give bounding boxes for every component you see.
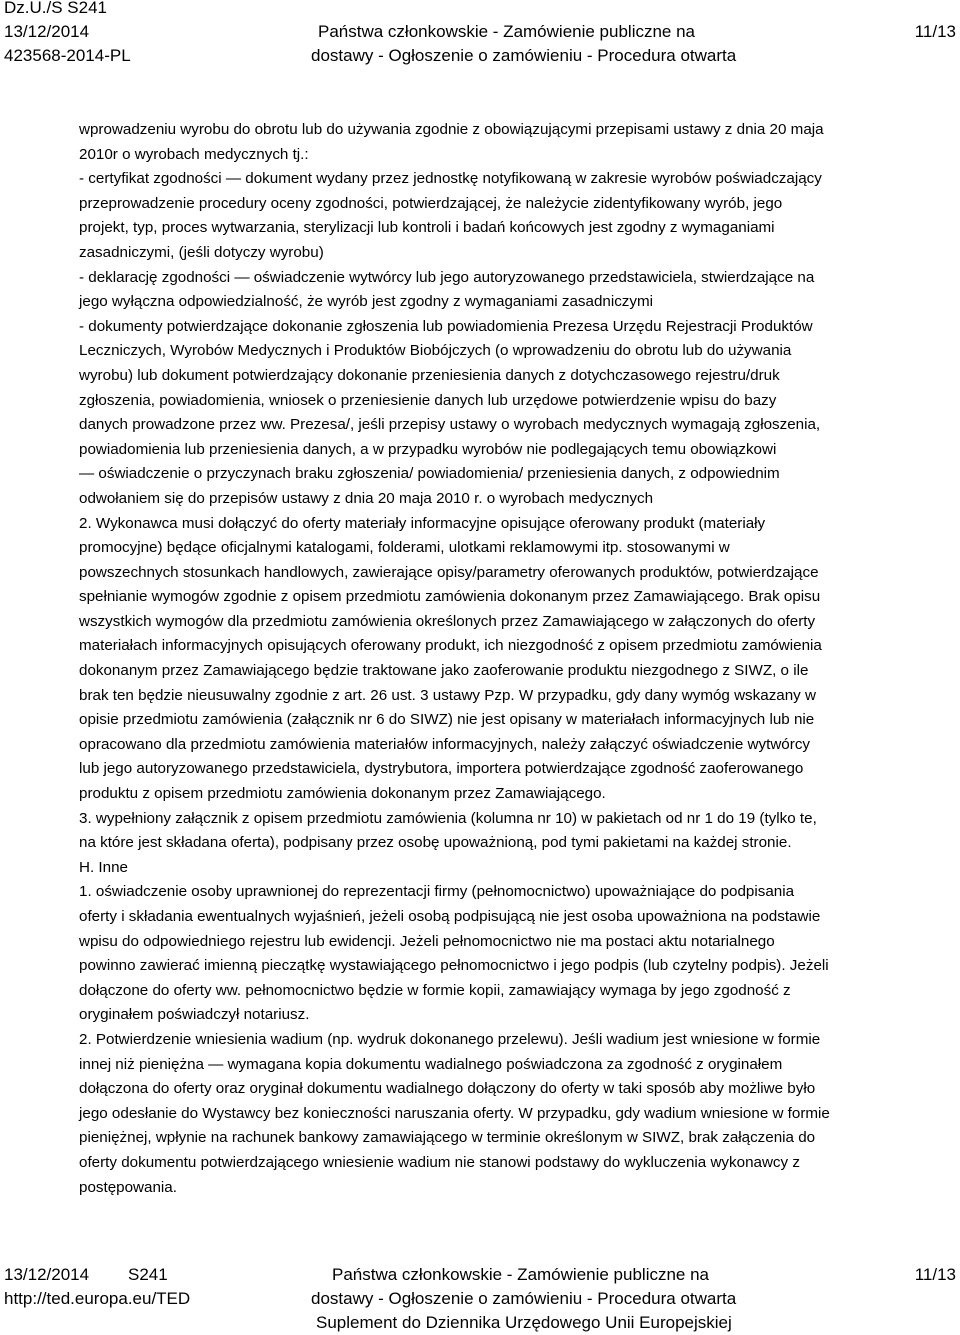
body-line: promocyjne) będące oficjalnymi katalogami, folderami, ulotkami reklamowymi itp. stosowanymi w <box>79 539 730 557</box>
body-line: postępowania. <box>79 1178 177 1196</box>
body-line: dokonanym przez Zamawiającego będzie traktowane jako zaoferowanie produktu niezgodnego z SIWZ, o ile <box>79 662 809 680</box>
body-line: lub jego autoryzowanego przedstawiciela, dystrybutora, importera potwierdzające zgodność zaoferowanego <box>79 760 804 778</box>
body-line: opisie przedmiotu zamówienia (załącznik nr 6 do SIWZ) nie jest opisany w materiałach informacyjnych lub nie <box>79 711 815 729</box>
body-line: - certyfikat zgodności — dokument wydany przez jednostkę notyfikowaną w zakresie wyrobów poświadczający <box>79 170 822 188</box>
footer-date: 13/12/2014 <box>4 1265 90 1284</box>
footer-title-line1: Państwa członkowskie - Zamówienie publiczne na <box>332 1265 710 1284</box>
body-line: dołączone do oferty ww. pełnomocnictwo będzie w formie kopii, zamawiający wymaga by jego zgodność z <box>79 981 791 999</box>
body-line: przeprowadzenie procedury oceny zgodności, potwierdzającej, że należycie zidentyfikowany wyrób, jego <box>79 194 783 212</box>
body-line: opracowano dla przedmiotu zamówienia materiałów informacyjnych, należy załączyć oświadczenie wytwórcy <box>79 735 811 753</box>
header-title-line2: dostawy - Ogłoszenie o zamówieniu - Procedura otwarta <box>311 46 737 65</box>
header-doc-id: 423568-2014-PL <box>4 46 131 65</box>
body-line: oryginałem poświadczył notariusz. <box>79 1006 310 1024</box>
body-line: projekt, typ, proces wytwarzania, sterylizacji lub kontroli i badań końcowych jest zgodny z wymaganiami <box>79 219 775 237</box>
body-line: dołączona do oferty oraz oryginał dokumentu wadialnego dołączony do oferty w taki sposób aby możliwe było <box>79 1080 816 1098</box>
body-line: wpisu do odpowiedniego rejestru lub ewidencji. Jeżeli pełnomocnictwo nie ma postaci aktu notarialnego <box>79 932 775 950</box>
body-line: powiadomienia lub przeniesienia danych, a w przypadku wyrobów nie podlegających temu obowiązkowi <box>79 440 777 458</box>
body-line: 1. oświadczenie osoby uprawnionej do reprezentacji firmy (pełnomocnictwo) upoważniające do podpisania <box>79 883 795 901</box>
page-footer <box>0 1262 960 1334</box>
body-line: odwołaniem się do przepisów ustawy z dnia 20 maja 2010 r. o wyrobach medycznych <box>79 489 654 507</box>
body-line: - dokumenty potwierdzające dokonanie zgłoszenia lub powiadomienia Prezesa Urzędu Rejestracji Produktów <box>79 317 813 335</box>
body-line: materiałach informacyjnych opisujących oferowany produkt, ich niezgodność z opisem przedmiotu zamówienia <box>79 637 822 655</box>
body-line: zasadniczymi, (jeśli dotyczy wyrobu) <box>79 243 324 261</box>
body-line: wprowadzeniu wyrobu do obrotu lub do używania zgodnie z obowiązującymi przepisami ustawy z dnia 20 maja <box>79 121 824 138</box>
body-line: Leczniczych, Wyrobów Medycznych i Produktów Biobójczych (o wprowadzeniu do obrotu lub do używania <box>79 342 792 360</box>
body-line: — oświadczenie o przyczynach braku zgłoszenia/ powiadomienia/ przeniesienia danych, z odpowiednim <box>79 465 780 483</box>
footer-series: S241 <box>128 1265 168 1284</box>
header-date: 13/12/2014 <box>4 22 90 41</box>
body-line: 2. Wykonawca musi dołączyć do oferty materiały informacyjne opisujące oferowany produkt (materiały <box>79 514 766 532</box>
body-line: H. Inne <box>79 858 128 876</box>
body-line: 2010r o wyrobach medycznych tj.: <box>79 145 309 163</box>
footer-page-number: 11/13 <box>914 1265 956 1284</box>
body-line: spełnianie wymogów zgodnie z opisem przedmiotu zamówienia dokonanym przez Zamawiającego. Brak opisu <box>79 588 821 606</box>
header-title-line1: Państwa członkowskie - Zamówienie publiczne na <box>318 22 696 41</box>
body-line: - deklarację zgodności — oświadczenie wytwórcy lub jego autoryzowanego przedstawiciela, stwierdzające na <box>79 268 815 286</box>
document-body <box>79 118 945 1200</box>
body-line: na które jest składana oferta), podpisany przez osobę upoważnioną, pod tymi pakietami na każdej stronie. <box>79 834 792 852</box>
body-line: danych prowadzone przez ww. Prezesa/, jeśli przepisy ustawy o wyrobach medycznych wymagają zgłoszenia, <box>79 416 821 434</box>
body-line: oferty dokumentu potwierdzającego wniesienie wadium nie stanowi podstawy do wykluczenia wykonawcy z <box>79 1153 800 1171</box>
body-line: produktu z opisem przedmiotu zamówienia dokonanym przez Zamawiającego. <box>79 785 606 803</box>
body-line: zgłoszenia, powiadomienia, wniosek o przeniesienie danych lub urzędowe potwierdzenie wpisu do bazy <box>79 391 777 409</box>
body-line: oferty i składania ewentualnych wyjaśnień, jeżeli osobą podpisującą nie jest osoba upoważniona na podstawie <box>79 908 821 925</box>
body-line: jego wyłączna odpowiedzialność, że wyrób jest zgodny z wymaganiami zasadniczymi <box>79 293 654 311</box>
footer-title-line3: Suplement do Dziennika Urzędowego Unii Europejskiej <box>316 1313 732 1332</box>
body-line: powinno zawierać imienną pieczątkę wystawiającego pełnomocnictwo i jego podpis (lub czytelny podpis). Jeżeli <box>79 957 829 975</box>
body-line: innej niż pieniężna — wymagana kopia dokumentu wadialnego poświadczona za zgodność z oryginałem <box>79 1055 783 1073</box>
body-line: wszystkich wymogów dla przedmiotu zamówienia określonych przez Zamawiającego w załączonych do oferty <box>79 612 816 630</box>
page-header <box>0 0 960 70</box>
body-line: pieniężnej, wpłynie na rachunek bankowy zamawiającego w terminie określonym w SIWZ, brak załączenia do <box>79 1129 816 1147</box>
footer-url: http://ted.europa.eu/TED <box>4 1289 191 1308</box>
footer-title-line2: dostawy - Ogłoszenie o zamówieniu - Procedura otwarta <box>311 1289 737 1308</box>
header-page-number: 11/13 <box>914 22 956 41</box>
body-line: wyrobu) lub dokument potwierdzający dokonanie przeniesienia danych z dotychczasowego rejestru/druk <box>79 366 780 384</box>
body-line: jego odesłanie do Wystawcy bez konieczności naruszania oferty. W przypadku, gdy wadium wniesione w formie <box>79 1104 830 1122</box>
header-journal: Dz.U./S S241 <box>4 0 107 17</box>
body-line: powszechnych stosunkach handlowych, zawierające opisy/parametry oferowanych produktów, potwierdzające <box>79 563 819 581</box>
body-line: 3. wypełniony załącznik z opisem przedmiotu zamówienia (kolumna nr 10) w pakietach od nr 1 do 19 (tylko te, <box>79 809 817 827</box>
body-line: brak ten będzie nieusuwalny zgodnie z art. 26 ust. 3 ustawy Pzp. W przypadku, gdy dany wymóg wskazany w <box>79 686 816 704</box>
body-line: 2. Potwierdzenie wniesienia wadium (np. wydruk dokonanego przelewu). Jeśli wadium jest wniesione w formie <box>79 1030 821 1048</box>
